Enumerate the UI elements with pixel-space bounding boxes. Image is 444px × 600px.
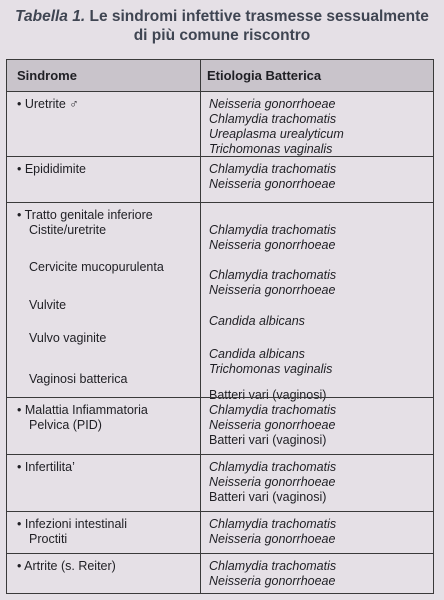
syndrome-intestinali: • Infezioni intestinali [17, 517, 127, 531]
table-row-tratto-genitale [7, 202, 433, 402]
header-etiology: Etiologia Batterica [207, 68, 322, 83]
etiology-item: Chlamydia trachomatis [209, 162, 337, 176]
header-syndrome: Sindrome [17, 68, 77, 83]
table-row-pid [7, 397, 433, 455]
syndrome-tratto-genitale: • Tratto genitale inferiore [17, 208, 153, 222]
etiology-item: Ureaplasma urealyticum [209, 127, 344, 141]
etiology-item: Batteri vari (vaginosi) [209, 433, 327, 447]
title-line-1 [0, 7, 444, 26]
syndrome-infertilita: • Infertilita’ [17, 460, 75, 474]
etiology-item: Chlamydia trachomatis [209, 460, 337, 474]
syndrome-proctiti: Proctiti [29, 532, 68, 546]
etiology-item: Candida albicans [209, 347, 305, 361]
table-row-intestinali [7, 511, 433, 554]
etiology-item: Chlamydia trachomatis [209, 517, 337, 531]
syndrome-vaginosi: Vaginosi batterica [29, 372, 128, 386]
etiology-item: Batteri vari (vaginosi) [209, 388, 327, 402]
syndrome-uretrite: • Uretrite ♂ [17, 97, 79, 111]
etiology-item: Chlamydia trachomatis [209, 403, 337, 417]
etiology-item: Neisseria gonorrhoeae [209, 97, 336, 111]
table-header [7, 60, 433, 92]
etiology-item: Neisseria gonorrhoeae [209, 418, 336, 432]
etiology-item: Neisseria gonorrhoeae [209, 475, 336, 489]
syndrome-epididimite: • Epididimite [17, 162, 86, 176]
etiology-item: Neisseria gonorrhoeae [209, 574, 336, 588]
table-row-uretrite [7, 92, 433, 157]
syndrome-vulvovaginite: Vulvo vaginite [29, 331, 107, 345]
syndrome-pid: • Malattia Infiammatoria [17, 403, 148, 417]
etiology-item: Neisseria gonorrhoeae [209, 177, 336, 191]
etiology-item: Chlamydia trachomatis [209, 223, 337, 237]
syndrome-pid-line2: Pelvica (PID) [29, 418, 102, 432]
title-line-2: di più comune riscontro [133, 27, 311, 44]
etiology-item: Candida albicans [209, 314, 305, 328]
table-row-infertilita [7, 454, 433, 512]
syndrome-artrite: • Artrite (s. Reiter) [17, 559, 116, 573]
syndromes-table [6, 59, 434, 594]
etiology-item: Batteri vari (vaginosi) [209, 490, 327, 504]
etiology-item: Chlamydia trachomatis [209, 112, 337, 126]
etiology-item: Neisseria gonorrhoeae [209, 283, 336, 297]
etiology-item: Trichomonas vaginalis [209, 142, 333, 156]
title-label: Tabella 1. [15, 8, 86, 25]
table-row-artrite [7, 553, 433, 595]
etiology-item: Chlamydia trachomatis [209, 559, 337, 573]
title-text-1: Le sindromi infettive trasmesse sessualmente [89, 8, 429, 25]
etiology-item: Chlamydia trachomatis [209, 268, 337, 282]
syndrome-vulvite: Vulvite [29, 298, 67, 312]
etiology-item: Trichomonas vaginalis [209, 362, 333, 376]
syndrome-cervicite: Cervicite mucopurulenta [29, 260, 164, 274]
etiology-item: Neisseria gonorrhoeae [209, 532, 336, 546]
etiology-item: Neisseria gonorrhoeae [209, 238, 336, 252]
table-row-epididimite [7, 156, 433, 203]
syndrome-cistite: Cistite/uretrite [29, 223, 107, 237]
table-title [0, 7, 444, 45]
